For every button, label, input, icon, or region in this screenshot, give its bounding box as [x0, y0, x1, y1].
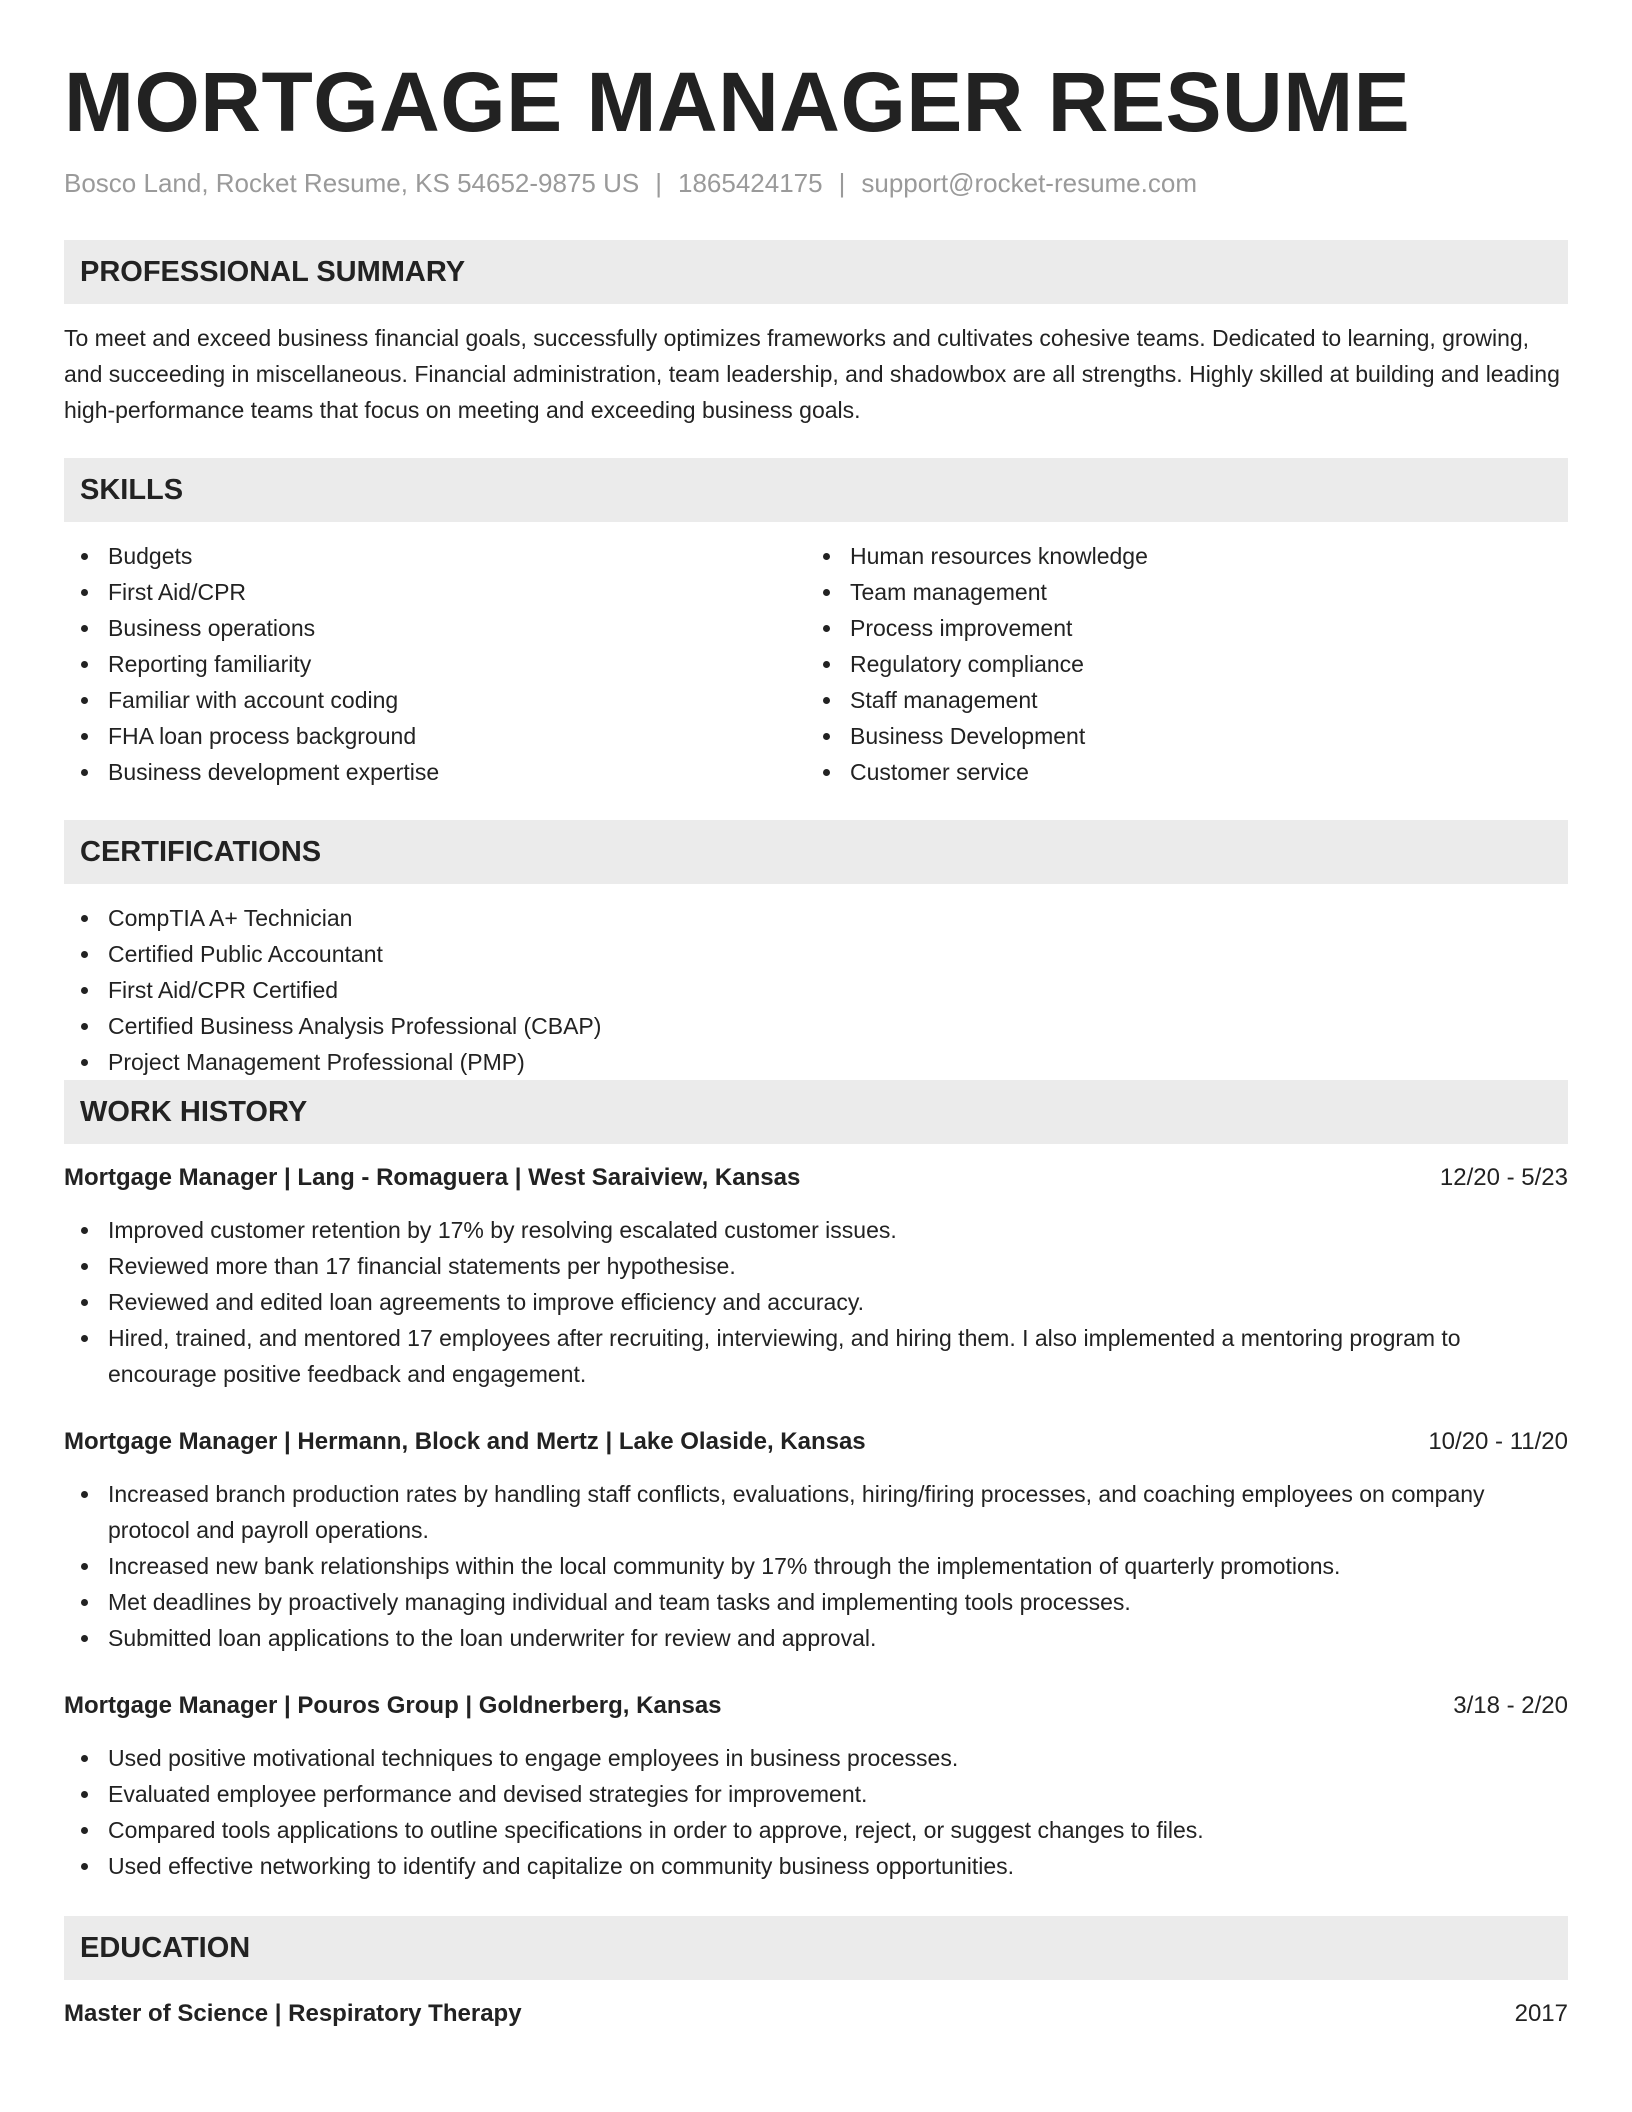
job-header: [64, 1688, 1568, 1724]
job-dates: 3/18 - 2/20: [1453, 1692, 1568, 1719]
job-title: Mortgage Manager | Lang - Romaguera | West Saraiview, Kansas: [64, 1164, 801, 1191]
contact-phone: 1865424175: [678, 168, 823, 198]
skill-item: FHA loan process background: [64, 718, 806, 754]
certification-item: First Aid/CPR Certified: [64, 972, 1568, 1008]
skill-item: Regulatory compliance: [806, 646, 1548, 682]
job-bullet: Used positive motivational techniques to engage employees in business processes.: [64, 1740, 1568, 1776]
certification-item: Certified Public Accountant: [64, 936, 1568, 972]
job-bullet: Improved customer retention by 17% by resolving escalated customer issues.: [64, 1212, 1568, 1248]
job-bullets: [64, 1740, 1568, 1884]
certification-item: CompTIA A+ Technician: [64, 900, 1568, 936]
contact-address: Bosco Land, Rocket Resume, KS 54652-9875 US: [64, 168, 640, 198]
skill-item: Staff management: [806, 682, 1548, 718]
job-entry: [64, 1160, 1568, 1392]
education-entry: [64, 1996, 1568, 2032]
skills-list: [64, 538, 1568, 790]
job-bullets: [64, 1476, 1568, 1656]
skill-item: Customer service: [806, 754, 1548, 790]
skill-item: First Aid/CPR: [64, 574, 806, 610]
certification-item: Certified Business Analysis Professional (CBAP): [64, 1008, 1568, 1044]
skill-item: Team management: [806, 574, 1548, 610]
job-bullet: Increased branch production rates by handling staff conflicts, evaluations, hiring/firing processes, and coaching employees on company protocol and payroll operations.: [64, 1476, 1568, 1548]
certifications-list: [64, 900, 1568, 1080]
section-header-certifications: CERTIFICATIONS: [64, 820, 1568, 884]
job-bullet: Increased new bank relationships within the local community by 17% through the implementation of quarterly promotions.: [64, 1548, 1568, 1584]
job-bullet: Reviewed more than 17 financial statements per hypothesise.: [64, 1248, 1568, 1284]
section-header-work-history: WORK HISTORY: [64, 1080, 1568, 1144]
skill-item: Business development expertise: [64, 754, 806, 790]
skills-column-right: [806, 538, 1548, 790]
skill-item: Budgets: [64, 538, 806, 574]
job-bullets: [64, 1212, 1568, 1392]
skill-item: Familiar with account coding: [64, 682, 806, 718]
skills-column-left: [64, 538, 806, 790]
job-bullet: Reviewed and edited loan agreements to improve efficiency and accuracy.: [64, 1284, 1568, 1320]
skill-item: Reporting familiarity: [64, 646, 806, 682]
section-header-summary: PROFESSIONAL SUMMARY: [64, 240, 1568, 304]
skill-item: Human resources knowledge: [806, 538, 1548, 574]
job-bullet: Hired, trained, and mentored 17 employees after recruiting, interviewing, and hiring them. I also implemented a mentoring program to encourage positive feedback and engagement.: [64, 1320, 1568, 1392]
section-header-education: EDUCATION: [64, 1916, 1568, 1980]
contact-line: [64, 166, 1568, 200]
contact-separator: |: [655, 168, 662, 198]
skill-item: Business operations: [64, 610, 806, 646]
job-entry: [64, 1688, 1568, 1884]
job-header: [64, 1424, 1568, 1460]
job-bullet: Submitted loan applications to the loan underwriter for review and approval.: [64, 1620, 1568, 1656]
job-title: Mortgage Manager | Pouros Group | Goldnerberg, Kansas: [64, 1692, 722, 1719]
job-title: Mortgage Manager | Hermann, Block and Mertz | Lake Olaside, Kansas: [64, 1428, 866, 1455]
job-entry: [64, 1424, 1568, 1656]
job-header: [64, 1160, 1568, 1196]
job-bullet: Used effective networking to identify and capitalize on community business opportunities.: [64, 1848, 1568, 1884]
job-bullet: Met deadlines by proactively managing individual and team tasks and implementing tools processes.: [64, 1584, 1568, 1620]
job-bullet: Compared tools applications to outline specifications in order to approve, reject, or suggest changes to files.: [64, 1812, 1568, 1848]
skill-item: Process improvement: [806, 610, 1548, 646]
resume-page: [64, 52, 1568, 2032]
skill-item: Business Development: [806, 718, 1548, 754]
certification-item: Project Management Professional (PMP): [64, 1044, 1568, 1080]
job-dates: 12/20 - 5/23: [1439, 1164, 1568, 1191]
contact-separator: |: [838, 168, 846, 198]
section-header-skills: SKILLS: [64, 458, 1568, 522]
job-dates: 10/20 - 11/20: [1428, 1428, 1568, 1455]
job-bullet: Evaluated employee performance and devised strategies for improvement.: [64, 1776, 1568, 1812]
contact-email: support@rocket-resume.com: [861, 168, 1197, 198]
education-year: 2017: [1514, 2000, 1568, 2027]
education-degree: Master of Science | Respiratory Therapy: [64, 2000, 522, 2027]
resume-title: MORTGAGE MANAGER RESUME: [64, 55, 1411, 149]
summary-text: To meet and exceed business financial goals, successfully optimizes frameworks and cultivates cohesive teams. Dedicated to learning, growing, and succeeding in miscellaneous. Financial administration, team leadership, and shadowbox are all strengths. Highly skilled at building and leading high-performance teams that focus on meeting and exceeding business goals.: [64, 325, 1560, 423]
